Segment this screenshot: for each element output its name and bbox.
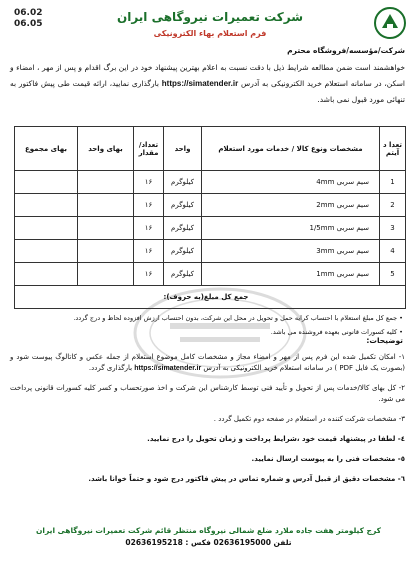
row-total-price[interactable]: [15, 217, 78, 240]
row-description: سیم سربی 1mm: [202, 263, 380, 286]
company-title: شرکت تعمیرات نیروگاهی ایران: [116, 10, 304, 24]
notes: [12, 311, 403, 339]
row-number: 4: [380, 240, 406, 263]
table-row: [15, 194, 406, 217]
row-number: 3: [380, 217, 406, 240]
company-logo-icon: [373, 6, 407, 40]
explanations-list: [10, 352, 405, 494]
row-quantity: ۱۶: [134, 240, 164, 263]
header-quantity: تعداد/ مقدار: [134, 127, 164, 171]
row-unit-price[interactable]: [78, 171, 134, 194]
row-unit: کیلوگرم: [164, 263, 202, 286]
row-unit: کیلوگرم: [164, 171, 202, 194]
header-unit: واحد: [164, 127, 202, 171]
header-description: مشخصات ونوع کالا / خدمات مورد استعلام: [202, 127, 380, 171]
row-unit: کیلوگرم: [164, 240, 202, 263]
form-codes: [14, 8, 42, 30]
explanations-title: توضیحات:: [366, 336, 403, 345]
form-code-2: 06.05: [14, 19, 43, 29]
header-unit-price: بهای واحد: [78, 127, 134, 171]
explanation-item: [10, 352, 405, 374]
row-description: سیم سربی 4mm: [202, 171, 380, 194]
addressee: شرکت/مؤسسه/فروشگاه محترم: [287, 46, 405, 55]
row-description: سیم سربی 3mm: [202, 240, 380, 263]
footer: [0, 525, 417, 549]
row-number: 5: [380, 263, 406, 286]
form-code-1: 06.02: [14, 8, 43, 18]
explanation-text: ۱- امکان تکمیل شده این فرم پس از مهر و امضاء مجاز و مشخصات کامل موضوع استعلام از جمله عکس و کاتالوگ پیوست شود و (بصورت یک فایل PDF ) در سامانه استعلام خرید الکترونیکی به آدرس: [10, 353, 405, 372]
row-unit-price[interactable]: [78, 240, 134, 263]
header-total-price: بهای مجموع: [15, 127, 78, 171]
explanation-item: ٤- لطفا در پیشنهاد قیمت خود ،شرایط پرداخت و زمان تحویل را درج نمایید.: [147, 435, 405, 443]
row-total-price[interactable]: [15, 263, 78, 286]
row-description: سیم سربی 1/5mm: [202, 217, 380, 240]
explanation-site-link[interactable]: https://simatender.ir: [134, 365, 202, 372]
row-description: سیم سربی 2mm: [202, 194, 380, 217]
intro-text-2: بارگذاری نمایید، ارائه قیمت طی پیش فاکتور به تنهائی مورد قبول نمی باشد.: [10, 79, 405, 104]
row-quantity: ۱۶: [134, 171, 164, 194]
row-unit: کیلوگرم: [164, 194, 202, 217]
footer-phone: تلفن 02636195000 فکس : 02636195218: [125, 538, 292, 547]
sum-label[interactable]: جمع کل مبلغ(به حروف):: [15, 286, 406, 309]
table-row: [15, 171, 406, 194]
row-quantity: ۱۶: [134, 263, 164, 286]
table-row: [15, 217, 406, 240]
row-quantity: ۱۶: [134, 194, 164, 217]
footer-address: کرج کیلومتر هفت جاده ملارد ضلع شمالی نیروگاه منتظر قائم شرکت تعمیرات نیروگاهی ایران: [36, 526, 381, 535]
row-unit-price[interactable]: [78, 217, 134, 240]
note-item: • کلیه کسورات قانونی بعهده فروشنده می باشد.: [270, 328, 403, 336]
row-quantity: ۱۶: [134, 217, 164, 240]
row-total-price[interactable]: [15, 240, 78, 263]
items-table: [14, 126, 406, 309]
explanation-item: ۳- مشخصات شرکت کننده در استعلام در صفحه دوم تکمیل گردد .: [213, 415, 405, 423]
explanation-item: ۲- کل بهای کالا/خدمات پس از تحویل و تأیید فنی توسط کارشناس این شرکت و اخذ صورتحساب و کسر کلیه کسورات قانونی پرداخت می شود.: [10, 384, 405, 403]
header-row-number: تعدا د آیتم: [380, 127, 406, 171]
explanation-item: ٥- مشخصات فنی را به پیوست ارسال نمایید.: [251, 455, 405, 463]
explanation-text: بارگذاری گردد.: [88, 364, 135, 372]
row-number: 2: [380, 194, 406, 217]
explanation-item: ٦- مشخصات دقیق از قبیل آدرس و شماره تماس در پیش فاکتور درج شود و حتماً خوانا باشد.: [88, 475, 405, 483]
intro-site-link[interactable]: https://simatender.ir: [161, 79, 239, 88]
table-row: [15, 240, 406, 263]
intro-text-1: خواهشمند است ضمن مطالعه شرایط ذیل با دقت نسبت به اعلام بهترین پیشنهاد خود در این برگ اقدام و پس از مهر ، امضاء و اسکن، در سامانه استعلام خرید الکترونیکی به آدرس: [10, 63, 405, 88]
row-total-price[interactable]: [15, 171, 78, 194]
row-unit-price[interactable]: [78, 263, 134, 286]
row-unit: کیلوگرم: [164, 217, 202, 240]
form-name: فرم استعلام بهاء الکترونیکی: [153, 29, 267, 38]
intro-paragraph: [10, 60, 405, 108]
table-header-row: [15, 127, 406, 171]
row-number: 1: [380, 171, 406, 194]
row-total-price[interactable]: [15, 194, 78, 217]
note-item: • جمع کل مبلغ استعلام با احتساب کرایه حمل و تحویل در محل این شرکت، بدون احتساب ارزش افزوده لحاظ و درج گردد.: [73, 314, 403, 322]
row-unit-price[interactable]: [78, 194, 134, 217]
